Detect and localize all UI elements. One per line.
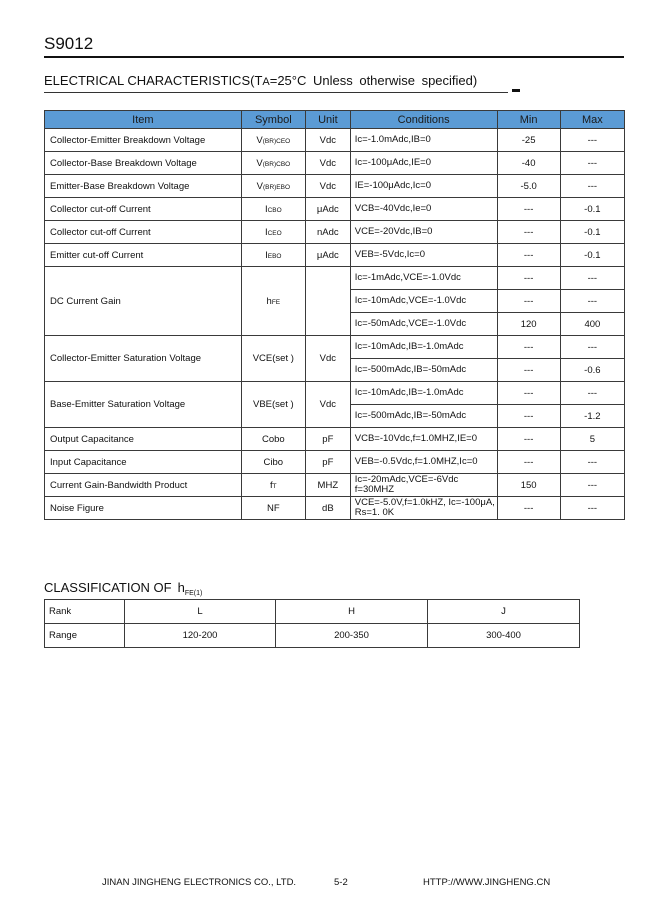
unit-cell: nAdc <box>305 221 350 244</box>
classification-table <box>44 599 580 648</box>
conditions-cell: Ic=-500mAdc,IB=-50mAdc <box>350 359 497 382</box>
min-cell: --- <box>497 382 560 405</box>
min-cell: --- <box>497 290 560 313</box>
symbol-main: I <box>265 249 268 261</box>
item-cell: Input Capacitance <box>45 451 242 474</box>
conditions-cell: Ic=-1.0mAdc,IB=0 <box>350 129 497 152</box>
min-cell: --- <box>497 221 560 244</box>
symbol-main: NF <box>266 502 280 514</box>
conditions-cell: Ic=-10mAdc,IB=-1.0mAdc <box>350 336 497 359</box>
min-cell: -40 <box>497 152 560 175</box>
unit-cell: pF <box>305 451 350 474</box>
max-cell: --- <box>560 152 624 175</box>
range-j: 300-400 <box>428 624 580 648</box>
header-item: Item <box>45 111 242 129</box>
symbol-subscript: (BR)CBO <box>262 160 291 168</box>
unit-cell: Vdc <box>305 129 350 152</box>
max-cell: -0.1 <box>560 198 624 221</box>
min-cell: --- <box>497 405 560 428</box>
max-cell: --- <box>560 497 624 520</box>
unit-cell: Vdc <box>305 175 350 198</box>
table-row <box>45 152 625 175</box>
part-number: S9012 <box>44 34 94 53</box>
unit-cell: Vdc <box>305 336 350 382</box>
symbol-main: VBE(set ) <box>252 399 294 410</box>
table-row <box>45 175 625 198</box>
symbol-cell <box>241 382 305 428</box>
min-cell: 120 <box>497 313 560 336</box>
min-cell: --- <box>497 336 560 359</box>
symbol-cell <box>241 336 305 382</box>
table-row <box>45 129 625 152</box>
unit-cell: Vdc <box>305 382 350 428</box>
footer-company: JINAN JINGHENG ELECTRONICS CO., LTD. <box>102 877 297 888</box>
symbol-cell <box>241 221 305 244</box>
symbol-main: Cobo <box>261 433 285 445</box>
table-row <box>45 474 625 497</box>
item-cell: Collector cut-off Current <box>45 221 242 244</box>
min-cell: --- <box>497 198 560 221</box>
max-cell: --- <box>560 451 624 474</box>
section-title-mark <box>512 89 520 92</box>
table-header-row <box>45 111 625 129</box>
header-max: Max <box>560 111 624 129</box>
symbol-cell <box>241 129 305 152</box>
conditions-cell: Ic=-10mAdc,VCE=-1.0Vdc <box>350 290 497 313</box>
symbol-main: f <box>270 479 273 491</box>
conditions-cell: Ic=-10mAdc,IB=-1.0mAdc <box>350 382 497 405</box>
rank-h: H <box>276 600 428 624</box>
conditions-cell: Ic=-1mAdc,VCE=-1.0Vdc <box>350 267 497 290</box>
range-label: Range <box>45 624 125 648</box>
section-title-underline <box>44 92 508 93</box>
unit-cell: dB <box>305 497 350 520</box>
conditions-cell: VEB=-0.5Vdc,f=1.0MHZ,Ic=0 <box>350 451 497 474</box>
header-unit: Unit <box>305 111 350 129</box>
unit-cell: μAdc <box>305 198 350 221</box>
symbol-main: h <box>266 295 272 307</box>
footer-url[interactable]: HTTP://WWW.JINGHENG.CN <box>423 877 551 888</box>
max-cell: -1.2 <box>560 405 624 428</box>
min-cell: --- <box>497 244 560 267</box>
header-rule <box>44 56 624 58</box>
min-cell: --- <box>497 359 560 382</box>
conditions-cell: VCB=-40Vdc,Ie=0 <box>350 198 497 221</box>
max-cell: -0.1 <box>560 244 624 267</box>
item-cell: Current Gain-Bandwidth Product <box>45 474 242 497</box>
symbol-subscript: (BR)CEO <box>262 137 291 145</box>
symbol-cell <box>241 152 305 175</box>
symbol-cell <box>241 428 305 451</box>
classification-symbol-main: h <box>177 580 185 595</box>
range-row <box>45 624 580 648</box>
range-h: 200-350 <box>276 624 428 648</box>
electrical-characteristics-table <box>44 110 625 520</box>
symbol-cell <box>241 474 305 497</box>
conditions-cell: Ic=-20mAdc,VCE=-6Vdc f=30MHZ <box>350 474 497 497</box>
table-row <box>45 336 625 359</box>
classification-symbol <box>178 580 203 595</box>
header-symbol: Symbol <box>241 111 305 129</box>
unit-cell: pF <box>305 428 350 451</box>
conditions-cell: Ic=-100μAdc,IE=0 <box>350 152 497 175</box>
footer-page-number: 5-2 <box>334 877 348 888</box>
symbol-cell <box>241 497 305 520</box>
min-cell: -5.0 <box>497 175 560 198</box>
unit-cell: Vdc <box>305 152 350 175</box>
max-cell: -0.1 <box>560 221 624 244</box>
symbol-cell <box>241 175 305 198</box>
min-cell: --- <box>497 451 560 474</box>
unit-cell <box>305 267 350 336</box>
conditions-cell: VEB=-5Vdc,Ic=0 <box>350 244 497 267</box>
symbol-main: I <box>264 226 268 238</box>
min-cell: --- <box>497 267 560 290</box>
max-cell: --- <box>560 336 624 359</box>
symbol-subscript: CBO <box>267 206 282 214</box>
symbol-cell <box>241 244 305 267</box>
max-cell: 5 <box>560 428 624 451</box>
header-conditions: Conditions <box>350 111 497 129</box>
table-row <box>45 244 625 267</box>
conditions-cell: Ic=-500mAdc,IB=-50mAdc <box>350 405 497 428</box>
rank-l: L <box>125 600 276 624</box>
item-cell: Collector-Emitter Saturation Voltage <box>45 336 242 382</box>
symbol-main: V <box>256 157 263 169</box>
section-title-main: ELECTRICAL CHARACTERISTICS(T <box>44 73 263 88</box>
max-cell: --- <box>560 474 624 497</box>
symbol-cell <box>241 198 305 221</box>
max-cell: -0.6 <box>560 359 624 382</box>
item-cell: Collector-Base Breakdown Voltage <box>45 152 242 175</box>
range-l: 120-200 <box>125 624 276 648</box>
conditions-cell: VCE=-20Vdc,IB=0 <box>350 221 497 244</box>
table-row <box>45 267 625 290</box>
table-row <box>45 198 625 221</box>
symbol-main: V <box>256 180 263 192</box>
symbol-subscript: CEO <box>267 229 282 237</box>
max-cell: --- <box>560 267 624 290</box>
section-title-subscript: A <box>262 76 270 88</box>
max-cell: --- <box>560 290 624 313</box>
table-row <box>45 221 625 244</box>
min-cell: 150 <box>497 474 560 497</box>
conditions-cell: Ic=-50mAdc,VCE=-1.0Vdc <box>350 313 497 336</box>
rank-j: J <box>428 600 580 624</box>
symbol-subscript: FE <box>271 298 281 306</box>
conditions-cell: VCE=-5.0V,f=1.0kHZ, Ic=-100μA, Rs=1. 0K <box>350 497 497 520</box>
symbol-subscript: EBO <box>267 252 282 260</box>
symbol-cell <box>241 267 305 336</box>
min-cell: --- <box>497 497 560 520</box>
item-cell: Emitter cut-off Current <box>45 244 242 267</box>
table-row <box>45 497 625 520</box>
conditions-cell: VCB=-10Vdc,f=1.0MHZ,IE=0 <box>350 428 497 451</box>
max-cell: --- <box>560 382 624 405</box>
classification-title-text: CLASSIFICATION OF <box>44 580 172 595</box>
symbol-main: V <box>256 134 263 146</box>
item-cell: Collector cut-off Current <box>45 198 242 221</box>
item-cell: DC Current Gain <box>45 267 242 336</box>
symbol-subscript: T <box>272 482 277 490</box>
symbol-main: VCE(set ) <box>252 353 294 364</box>
classification-symbol-sub: FE(1) <box>184 590 203 597</box>
section-title <box>44 73 477 90</box>
rank-label: Rank <box>45 600 125 624</box>
rank-row <box>45 600 580 624</box>
max-cell: --- <box>560 175 624 198</box>
item-cell: Emitter-Base Breakdown Voltage <box>45 175 242 198</box>
conditions-cell: IE=-100μAdc,Ic=0 <box>350 175 497 198</box>
section-title-rest: =25°C Unless otherwise specified) <box>269 73 478 88</box>
symbol-subscript: (BR)EBO <box>262 183 291 191</box>
item-cell: Output Capacitance <box>45 428 242 451</box>
table-row <box>45 451 625 474</box>
max-cell: --- <box>560 129 624 152</box>
table-row <box>45 382 625 405</box>
item-cell: Noise Figure <box>45 497 242 520</box>
symbol-main: I <box>264 203 268 215</box>
unit-cell: MHZ <box>305 474 350 497</box>
min-cell: -25 <box>497 129 560 152</box>
max-cell: 400 <box>560 313 624 336</box>
item-cell: Collector-Emitter Breakdown Voltage <box>45 129 242 152</box>
symbol-main: Cibo <box>263 456 284 468</box>
item-cell: Base-Emitter Saturation Voltage <box>45 382 242 428</box>
min-cell: --- <box>497 428 560 451</box>
unit-cell: μAdc <box>305 244 350 267</box>
table-row <box>45 428 625 451</box>
symbol-cell <box>241 451 305 474</box>
header-min: Min <box>497 111 560 129</box>
